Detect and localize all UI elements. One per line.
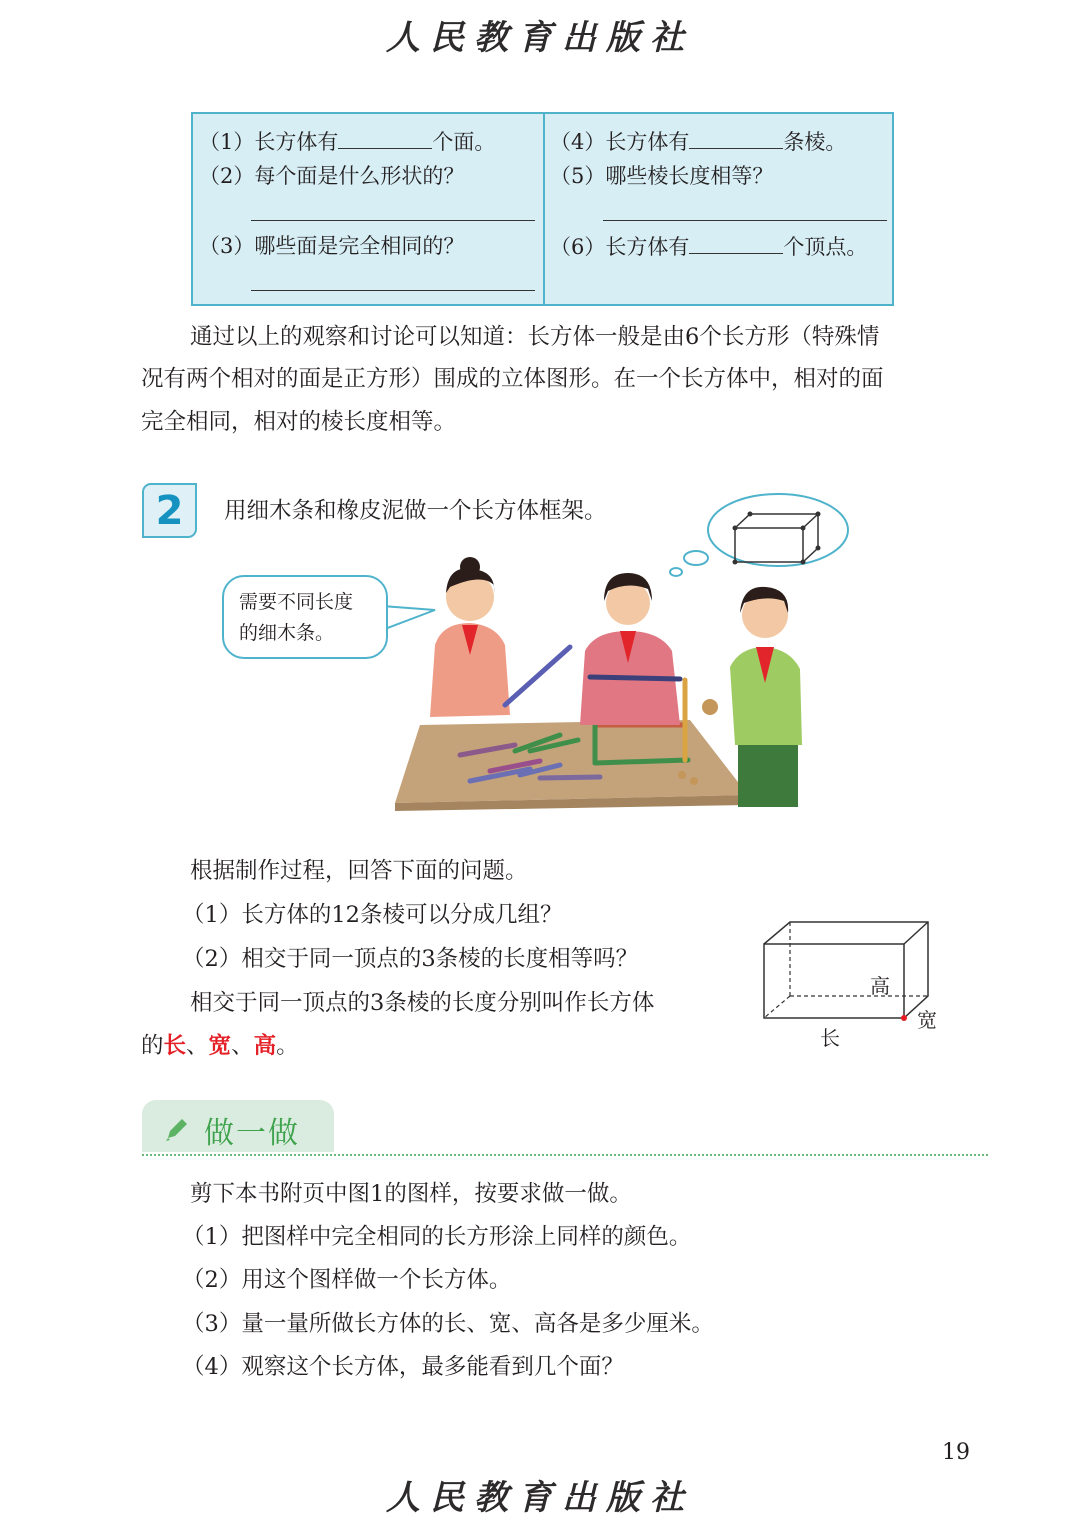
conclusion-line-3: 完全相同，相对的棱长度相等。 (141, 409, 457, 435)
question-2: （2）每个面是什么形状的？ (199, 164, 465, 188)
answer-blank[interactable] (689, 231, 783, 254)
question-box (191, 112, 894, 306)
question-1: （1）长方体有 个面。 (199, 126, 495, 157)
term-width: 宽 (208, 1033, 232, 1059)
activity-item-3: （3）量一量所做长方体的长、宽、高各是多少厘米。 (182, 1311, 714, 1337)
term-height: 高 (253, 1033, 277, 1059)
definition-line-1: 相交于同一顶点的3条棱的长度分别叫作长方体 (190, 990, 655, 1016)
example-title: 用细木条和橡皮泥做一个长方体框架。 (224, 498, 607, 524)
publisher-watermark-top: 人民教育出版社 (386, 18, 694, 58)
activity-divider (142, 1154, 988, 1156)
conclusion-line-1: 通过以上的观察和讨论可以知道：长方体一般是由6个长方形（特殊情 (190, 324, 880, 350)
speech-line-1: 需要不同长度 (239, 591, 354, 613)
speech-bubble (222, 575, 388, 659)
question-box-divider (543, 114, 545, 304)
answer-line[interactable] (251, 290, 535, 291)
page-number: 19 (942, 1440, 970, 1465)
pencil-icon (162, 1114, 192, 1144)
answer-blank[interactable] (338, 126, 432, 149)
speech-line-2: 的细木条。 (239, 622, 335, 644)
activity-item-1: （1）把图样中完全相同的长方形涂上同样的颜色。 (182, 1224, 692, 1250)
example-number-badge: 2 (142, 483, 197, 538)
activity-tab-label: 做一做 (204, 1116, 300, 1151)
publisher-watermark-bottom: 人民教育出版社 (386, 1478, 694, 1518)
answer-blank[interactable] (689, 126, 783, 149)
answer-line[interactable] (603, 220, 887, 221)
children-building-illustration (390, 555, 810, 815)
activity-item-4: （4）观察这个长方体，最多能看到几个面？ (182, 1354, 624, 1380)
question-6: （6）长方体有 个顶点。 (550, 231, 867, 262)
label-length: 长 (820, 1026, 840, 1050)
question-4: （4）长方体有 条棱。 (550, 126, 846, 157)
activity-intro: 剪下本书附页中图1的图样，按要求做一做。 (190, 1181, 632, 1207)
term-length: 长 (163, 1033, 187, 1059)
question-5: （5）哪些棱长度相等？ (550, 164, 774, 188)
conclusion-line-2: 况有两个相对的面是正方形）围成的立体图形。在一个长方体中，相对的面 (141, 366, 884, 392)
answer-line[interactable] (251, 220, 535, 221)
definition-line-2: 的长、宽、高。 (141, 1033, 299, 1059)
label-width: 宽 (917, 1008, 937, 1032)
activity-tab (142, 1100, 334, 1152)
label-height: 高 (870, 974, 890, 998)
questions2-item-2: （2）相交于同一顶点的3条棱的长度相等吗？ (182, 946, 639, 972)
activity-item-2: （2）用这个图样做一个长方体。 (182, 1267, 512, 1293)
questions2-item-1: （1）长方体的12条棱可以分成几组？ (182, 902, 563, 928)
question-3: （3）哪些面是完全相同的？ (199, 234, 465, 258)
questions2-intro: 根据制作过程，回答下面的问题。 (190, 858, 528, 884)
